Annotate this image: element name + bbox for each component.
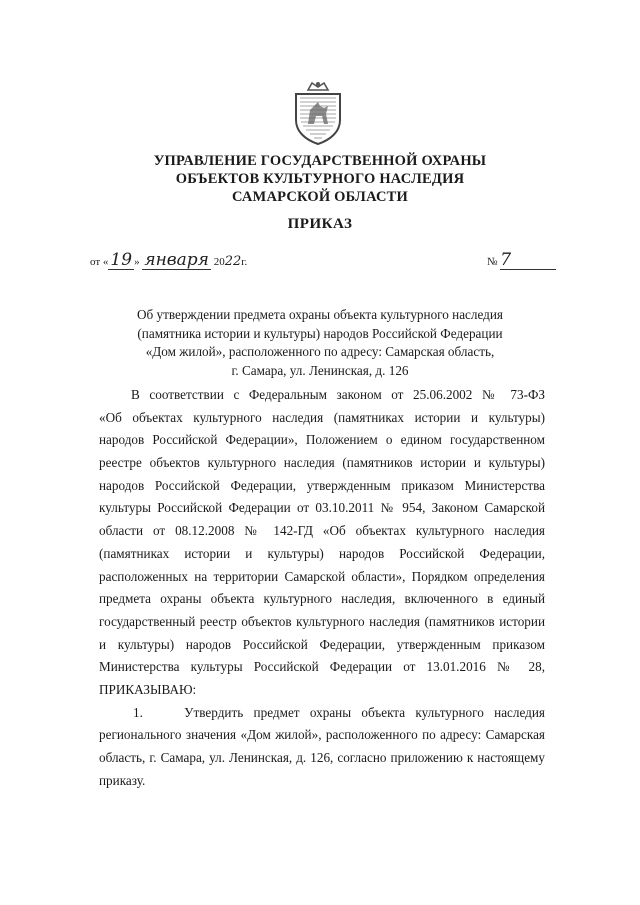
preamble-line: народов Российской Федерации, утвержденным приказом Министерства bbox=[99, 477, 545, 493]
order-date bbox=[90, 250, 248, 270]
preamble-line: расположенных на территории Самарской области», Порядком определения bbox=[99, 568, 545, 584]
organization-name bbox=[0, 152, 640, 206]
org-line-1: УПРАВЛЕНИЕ ГОСУДАРСТВЕННОЙ ОХРАНЫ bbox=[153, 153, 487, 169]
date-month: января bbox=[144, 250, 209, 270]
preamble-line: предмета охраны объекта культурного наследия, включенного в единый bbox=[99, 591, 545, 607]
item-1-line: область, г. Самара, ул. Ленинская, д. 126, согласно приложению к настоящему bbox=[99, 750, 545, 765]
preamble-line: Министерства культуры Российской Федерации от 13.01.2016 № 28, bbox=[99, 659, 545, 675]
preamble-line: ПРИКАЗЫВАЮ: bbox=[99, 681, 197, 697]
subject-line: (памятника истории и культуры) народов Российской Федерации bbox=[137, 325, 503, 341]
date-year-prefix: 20 bbox=[213, 256, 225, 268]
preamble-line: культуры Российской Федерации от 03.10.2011 № 954, Законом Самарской bbox=[99, 500, 545, 516]
preamble-line: и культуры) народов Российской Федерации, утвержденным приказом bbox=[99, 636, 545, 652]
date-year: 22 bbox=[224, 254, 242, 269]
preamble-line: реестре объектов культурного наследия (памятников истории и культуры) bbox=[99, 455, 545, 471]
preamble-line: народов Российской Федерации», Положением о едином государственном bbox=[99, 432, 545, 448]
preamble-line: государственный реестр объектов культурного наследия (памятников истории bbox=[99, 613, 545, 629]
date-day: 19 bbox=[110, 250, 133, 270]
subject-line: г. Самара, ул. Ленинская, д. 126 bbox=[231, 362, 409, 378]
item-1-line: регионального значения «Дом жилой», расположенного по адресу: Самарская bbox=[99, 727, 545, 743]
number-value: 7 bbox=[500, 250, 512, 270]
order-subject bbox=[100, 306, 540, 380]
subject-line: Об утверждении предмета охраны объекта культурного наследия bbox=[137, 307, 503, 322]
preamble-line: «Об объектах культурного наследия (памятниках истории и культуры) bbox=[99, 409, 545, 425]
preamble-line: (памятниках истории и культуры) народов Российской Федерации, bbox=[99, 545, 545, 561]
org-line-2: ОБЪЕКТОВ КУЛЬТУРНОГО НАСЛЕДИЯ bbox=[175, 171, 465, 187]
date-mid: » bbox=[134, 256, 140, 268]
item-1-line: 1. Утвердить предмет охраны объекта культурного наследия bbox=[133, 704, 545, 720]
order-body bbox=[99, 384, 545, 792]
order-number bbox=[487, 250, 556, 270]
number-prefix: № bbox=[487, 256, 498, 268]
coat-of-arms-icon bbox=[286, 80, 350, 146]
preamble-line: В соответствии с Федеральным законом от 25.06.2002 № 73-ФЗ bbox=[131, 387, 545, 402]
date-suffix: г. bbox=[241, 256, 248, 268]
subject-line: «Дом жилой», расположенного по адресу: Самарская область, bbox=[145, 344, 495, 359]
org-line-3: САМАРСКОЙ ОБЛАСТИ bbox=[231, 189, 409, 205]
preamble-line: области от 08.12.2008 № 142-ГД «Об объектах культурного наследия bbox=[99, 523, 545, 539]
document-type-title: ПРИКАЗ bbox=[287, 216, 353, 232]
date-prefix: от « bbox=[90, 256, 109, 268]
item-1-line: приказу. bbox=[99, 772, 146, 788]
